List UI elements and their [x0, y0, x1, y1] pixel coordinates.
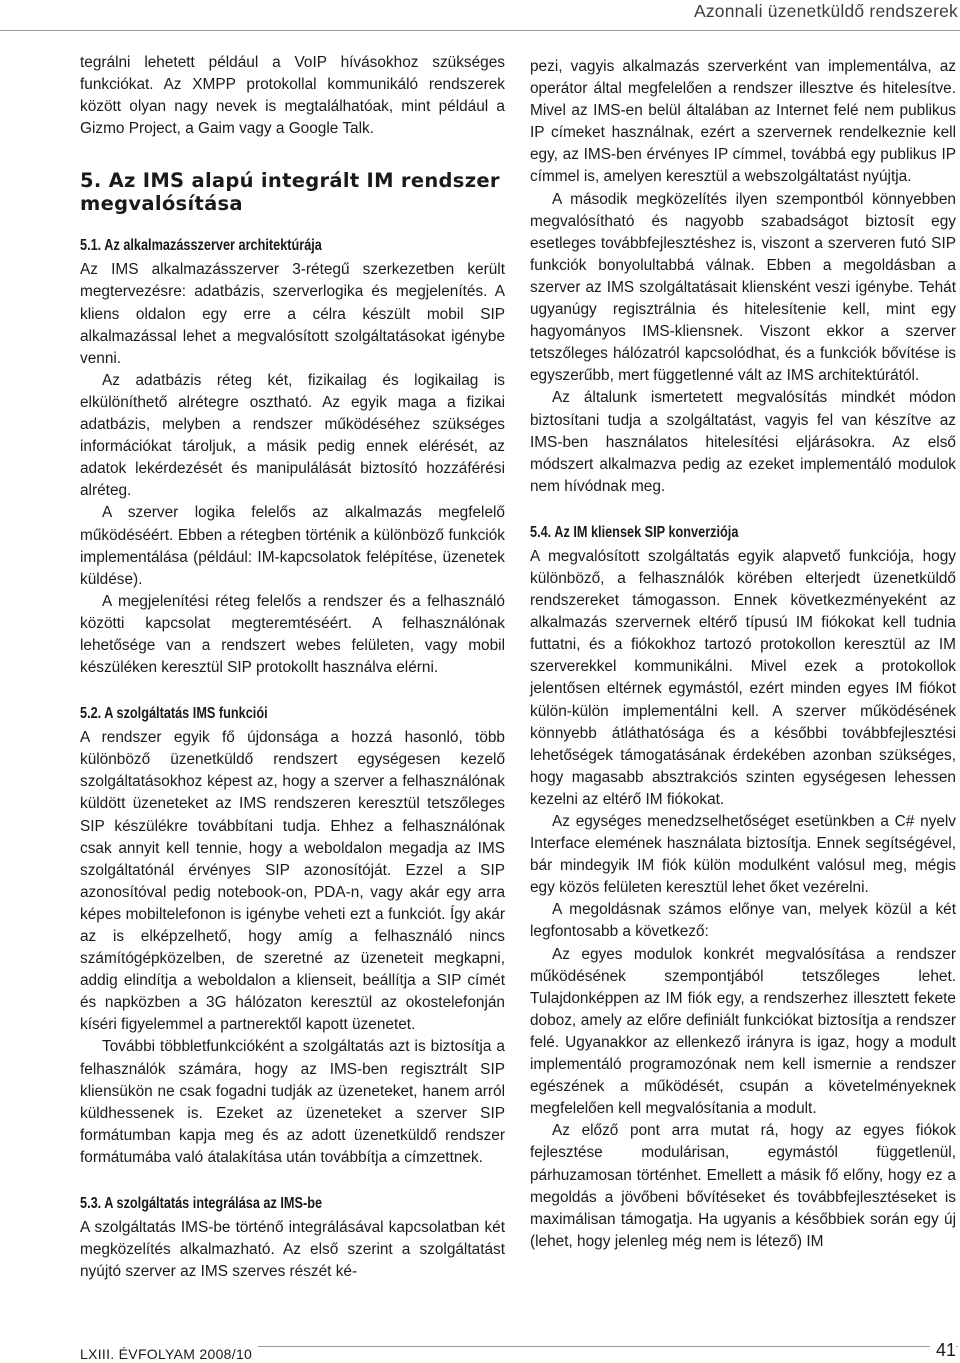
right-column: [530, 56, 956, 1253]
paragraph: Az előző pont arra mutat rá, hogy az egyes fiókok fejlesztése modulárisan, egymástól függetlenül, párhuzamosan történhet. Emellett a másik fő előny, hogy ez a megoldás a jövőbeni bővítéseket és továbbfejlesztéseket is maximálisan támogatja. Ha ugyanis a későbbiek során egy új (lehet, hogy jelenleg még nem is létező) IM: [530, 1122, 956, 1250]
paragraph: A megoldásnak számos előnye van, melyek közül a két legfontosabb a következő:: [530, 901, 956, 941]
paragraph: A megjelenítési réteg felelős a rendszer és a felhasználó közötti kapcsolat megteremtéséért. A felhasználónak lehetősége van a rendszert webes felületen, vagy mobil készüléken keresztül SIP protokollt használva elérni.: [80, 592, 505, 677]
paragraph: A rendszer egyik fő újdonsága a hozzá hasonló, több különböző üzenetküldő rendszert egységesen kezelő szolgáltatásokhoz képest az, hogy a szerver a felhasználónak küldött üzeneteket az IMS rendszeren keresztül tetszőleges SIP készülékre továbbítani tudja. Ehhez a felhasználónak csak annyit kell tennie, hogy a weboldalon megadja az IMS szolgáltatónál érvényes SIP azonosítóját. Ezzel a SIP azonosítóval pedig notebook-on, PDA-n, vagy akár egy arra képes mobiltelefonon is igénybe veheti ezt a funkciót. Így akár az is elképzelhető, hogy amíg a felhasználó nincs számítógépközelben, de szeretné az üzeneteit megkapni, addig elindítja a weboldalon a klienseit, beállítja a SIP címét és napközben a 3G hálózaton keresztül az okostelefonján kíséri figyelemmel a partnerektől kapott üzenetet.: [80, 729, 505, 1034]
paragraph: Az egyes modulok konkrét megvalósítása a rendszer működésének szempontjából tetszőleges lehet. Tulajdonképpen az IM fiók egy, a rendszerhez illesztett fekete doboz, amely az előre definiált funkciókat biztosítja a rendszer felé. Ugyanakkor az ellenkező irányra is igaz, hogy a modult implementáló programozónak nem kell ismernie a rendszer egészének a működését, csupán a követelményeknek megfelelően kell megvalósítania a modult.: [530, 945, 956, 1118]
paragraph: Az egységes menedzselhetőséget esetünkben a C# nyelv Interface elemének használata biztosítja. Ennek segítségével, bár mindegyik IM fiók külön modulként valósul meg, mégis egy közös felületen keresztül lehet őket vezérelni.: [530, 813, 956, 897]
section-title: 5. Az IMS alapú integrált IM rendszer megvalósítása: [80, 169, 500, 215]
left-column: [80, 52, 505, 1283]
subsection-title-5-2: 5.2. A szolgáltatás IMS funkciói: [80, 705, 268, 723]
paragraph: További többletfunkcióként a szolgáltatás azt is biztosítja a felhasználók számára, hogy az IMS-ben regisztrált SIP kliensükön ne csak fogadni tudják az üzeneteket, hanem arról küldhessenek is. Ezeket az üzeneteket a szerver SIP formátumban kapja meg és az adott üzenetküldő rendszer formátumába való átalakítása után továbbítja a címzettnek.: [80, 1038, 505, 1166]
running-header: [0, 0, 960, 31]
subsection-title-5-1: 5.1. Az alkalmazásszerver architektúrája: [80, 237, 322, 255]
running-title: Azonnali üzenetküldő rendszerek: [693, 1, 958, 21]
paragraph: A szolgáltatás IMS-be történő integrálásával kapcsolatban két megközelítés alkalmazható. Az első szerint a szolgáltatást nyújtó szerver az IMS szerves részét ké-: [80, 1219, 505, 1281]
paragraph: tegrálni lehetett például a VoIP hívásokhoz szükséges funkciókat. Az XMPP protokollal kommunikáló rendszerek között olyan nagy nevek is megtalálhatóak, mint például a Gizmo Project, a Gaim vagy a Google Talk.: [80, 54, 505, 138]
paragraph: A második megközelítés ilyen szempontból könnyebben megvalósítható és nagyobb szabadságot biztosít egy esetleges továbbfejlesztéshez is, viszont a szerveren futó SIP funkciók bonyolultabbá válnak. Ebben a megoldásban a szerver az IMS szolgáltatásait kliensként veszi igénybe. Tehát ugyanúgy regisztrálnia és hitelesítenie kell, mint egy hagyományos IMS-kliensnek. Viszont ekkor a szerver tetszőleges hálózatról kapcsolódhat, és a funkciók bővítése is egyszerűbb, mert függetlenné vált az IMS architektúrától.: [530, 190, 956, 385]
paragraph: Az adatbázis réteg két, fizikailag és logikailag is elkülöníthető alrétegre osztható. Az egyik maga a fizikai adatbázis, melyben a rendszer működéséhez szükséges információkat tároljuk, a másik pedig ennek elérését, az adatok lekérdezését és manipulálását biztosító hozzáférési alréteg.: [80, 371, 505, 500]
footer-volume: LXIII. ÉVFOLYAM 2008/10: [80, 1346, 258, 1362]
page-number: 41: [930, 1340, 956, 1361]
subsection-title-5-4: 5.4. Az IM kliensek SIP konverziója: [530, 523, 739, 541]
paragraph: Az IMS alkalmazásszerver 3-rétegű szerkezetben került megtervezésre: adatbázis, szerverlogika és megjelenítés. A kliens oldalon egy erre a célra készült mobil SIP alkalmazással lehet a megvalósított szolgáltatásokat igénybe venni.: [80, 261, 505, 367]
paragraph: pezi, vagyis alkalmazás szerverként van implementálva, az operátor által megfelelően a rendszer illesztve és hitelesítve. Mivel az IMS-en belül általában az Internet felé nem publikus IP címeket használnak, ezért a szervernek rendelkeznie kell egy, az IMS-ben érvényes IP címmel, továbbá egy publikus IP címmel is, amelyen keresztül a webszolgáltatást nyújtja.: [530, 58, 956, 186]
paragraph: A megvalósított szolgáltatás egyik alapvető funkciója, hogy különböző, a felhasználók körében elterjedt üzenetküldő rendszereket támogasson. Ennek következményeként az alkalmazás szervernek eltérő típusú IM fiókokat kell tudnia futtatni, és a fiókokhoz tartozó protokollon keresztül az IM szerverekkel kommunikálni. Mivel ezek a protokollok jelentősen eltérnek egymástól, ezért minden egyes IM fiókot külön-külön implementálni kell. A szerver működésének könnyebb átláthatósága és a későbbi továbbfejlesztési lehetőségek támogatásának érdekében azonban szükséges, hogy magasabb absztrakciós szinten egységesen lehessen kezelni az eltérő IM fiókokat.: [530, 547, 956, 808]
paragraph: Az általunk ismertetett megvalósítás mindkét módon biztosítani tudja a szolgáltatást, vagyis fel van készítve az IMS-ben használatos hitelesítési eljárásokra. Az első módszert alkalmazva pedig az ezeket implementáló modulok nem hívódnak meg.: [530, 389, 956, 495]
subsection-title-5-3: 5.3. A szolgáltatás integrálása az IMS-be: [80, 1195, 323, 1213]
paragraph: A szerver logika felelős az alkalmazás megfelelő működéséért. Ebben a rétegben történik a különböző funkciók implementálása (például: IM-kapcsolatok felépítése, üzenetek küldése).: [80, 504, 505, 588]
